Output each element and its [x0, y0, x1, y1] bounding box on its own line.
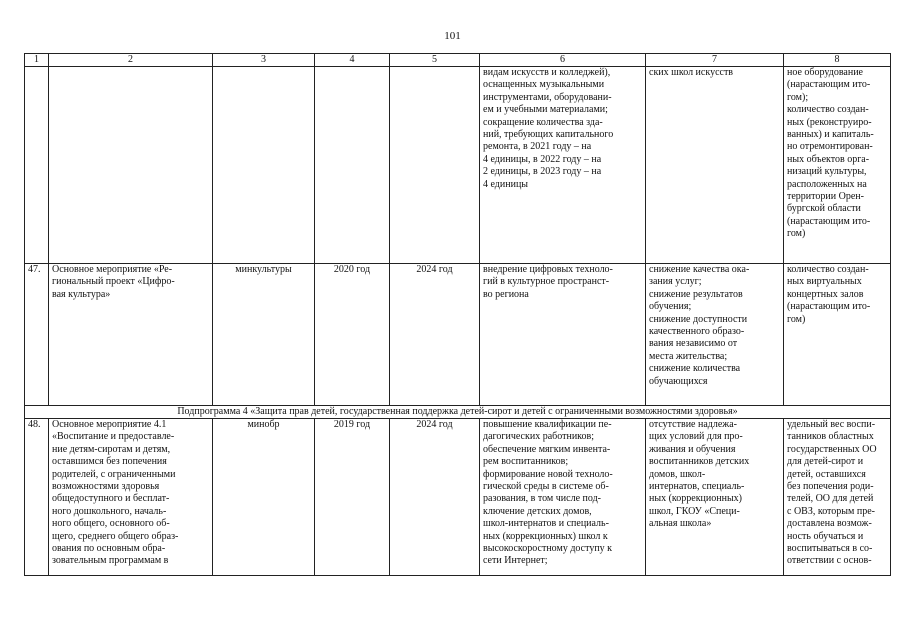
row-47-consequences	[646, 264, 784, 406]
header-row	[25, 54, 891, 67]
cell-activity	[49, 67, 213, 264]
row-47-end-year: 2024 год	[390, 264, 480, 406]
page-number: 101	[444, 30, 461, 42]
row-47-result-text: внедрение цифровых техноло- гий в культурное пространст- во региона	[483, 264, 613, 300]
cont-indicator-text: ное оборудование (нарастающим ито- гом); количество создан- ных (реконструиро- ванных) и капиталь- но отремонтирован- ных объектов орга- низаций культуры, расположенных на территории Орен- бургской области (нарастающим ито- гом)	[787, 67, 874, 240]
row-48-indicator-text: удельный вес воспи- танников областных государственных ОО для детей-сирот и детей, оставшихся без попечения роди- телей, ОО для детей с ОВЗ, которым пре- доставлена возмож- ность обучаться и воспитываться в со- ответствии с основ-	[787, 419, 877, 567]
row-48-executor: минобр	[213, 419, 315, 576]
row-47-indicator	[784, 264, 891, 406]
cont-result-text: видам искусств и колледжей), оснащенных музыкальными инструментами, оборудовани- ем и учебными материалами; сокращение количества зда- ний, требующих капитального ремонта, в 2021 году – на 4 единицы, в 2022 году – на 2 единицы, в 2023 году – на 4 единицы	[483, 67, 614, 190]
table-row-47	[25, 264, 891, 406]
row-48-consequences	[646, 419, 784, 576]
row-47-activity	[49, 264, 213, 406]
row-47-executor: минкультуры	[213, 264, 315, 406]
cell-result	[480, 67, 646, 264]
cell-consequences	[646, 67, 784, 264]
program-table	[24, 53, 891, 576]
row-47-activity-text: Основное мероприятие «Ре- гиональный проект «Цифро- вая культура»	[52, 264, 175, 300]
row-48-consequences-text: отсутствие надлежа- щих условий для про- живания и обучения воспитанников детских домов, школ- интернатов, специаль- ных (коррекционных) школ, ГКОУ «Специ- альная школа»	[649, 419, 750, 530]
row-48-start-year: 2019 год	[315, 419, 390, 576]
subprogram-title: Подпрограмма 4 «Защита прав детей, государственная поддержка детей-сирот и детей с ограниченными возможностями здоровья»	[25, 406, 891, 419]
cell-start	[315, 67, 390, 264]
row-47-result	[480, 264, 646, 406]
header-col-8: 8	[784, 54, 891, 67]
row-47-number: 47.	[25, 264, 49, 406]
cell-end	[390, 67, 480, 264]
header-col-6: 6	[480, 54, 646, 67]
row-47-start-year: 2020 год	[315, 264, 390, 406]
row-48-number: 48.	[25, 419, 49, 576]
subprogram-row	[25, 406, 891, 419]
cell-num	[25, 67, 49, 264]
row-47-consequences-text: снижение качества ока- зания услуг; снижение результатов обучения; снижение доступности качественного образо- вания независимо от места жительства; снижение количества обучающихся	[649, 264, 750, 387]
row-48-end-year: 2024 год	[390, 419, 480, 576]
row-48-indicator	[784, 419, 891, 576]
header-col-1: 1	[25, 54, 49, 67]
header-col-3: 3	[213, 54, 315, 67]
header-col-7: 7	[646, 54, 784, 67]
row-48-activity-text: Основное мероприятие 4.1 «Воспитание и предоставле- ние детям-сиротам и детям, оставшимся без попечения родителей, с ограниченными возможностями здоровья общедоступного и бесплат- ного дошкольного, началь- ного общего, основного об- щего, среднего общего образ- ования по основным обра- зовательным программам в	[52, 419, 179, 567]
header-col-2: 2	[49, 54, 213, 67]
cont-consequences-text: ских школ искусств	[649, 67, 734, 78]
header-col-4: 4	[315, 54, 390, 67]
cell-executor	[213, 67, 315, 264]
header-col-5: 5	[390, 54, 480, 67]
row-48-activity	[49, 419, 213, 576]
row-48-result	[480, 419, 646, 576]
table-row-48	[25, 419, 891, 576]
table-row-continued	[25, 67, 891, 264]
row-47-indicator-text: количество создан- ных виртуальных концертных залов (нарастающим ито- гом)	[787, 264, 871, 325]
cell-indicator	[784, 67, 891, 264]
row-48-result-text: повышение квалификации пе- дагогических работников; обеспечение мягким инвента- рем воспитанников; формирование новой техноло- гической среды в системе об- разования, в том числе под- ключение детских домов, школ-интернатов и специаль- ных (коррекционных) школ к высокоскоростному доступу к сети Интернет;	[483, 419, 613, 567]
